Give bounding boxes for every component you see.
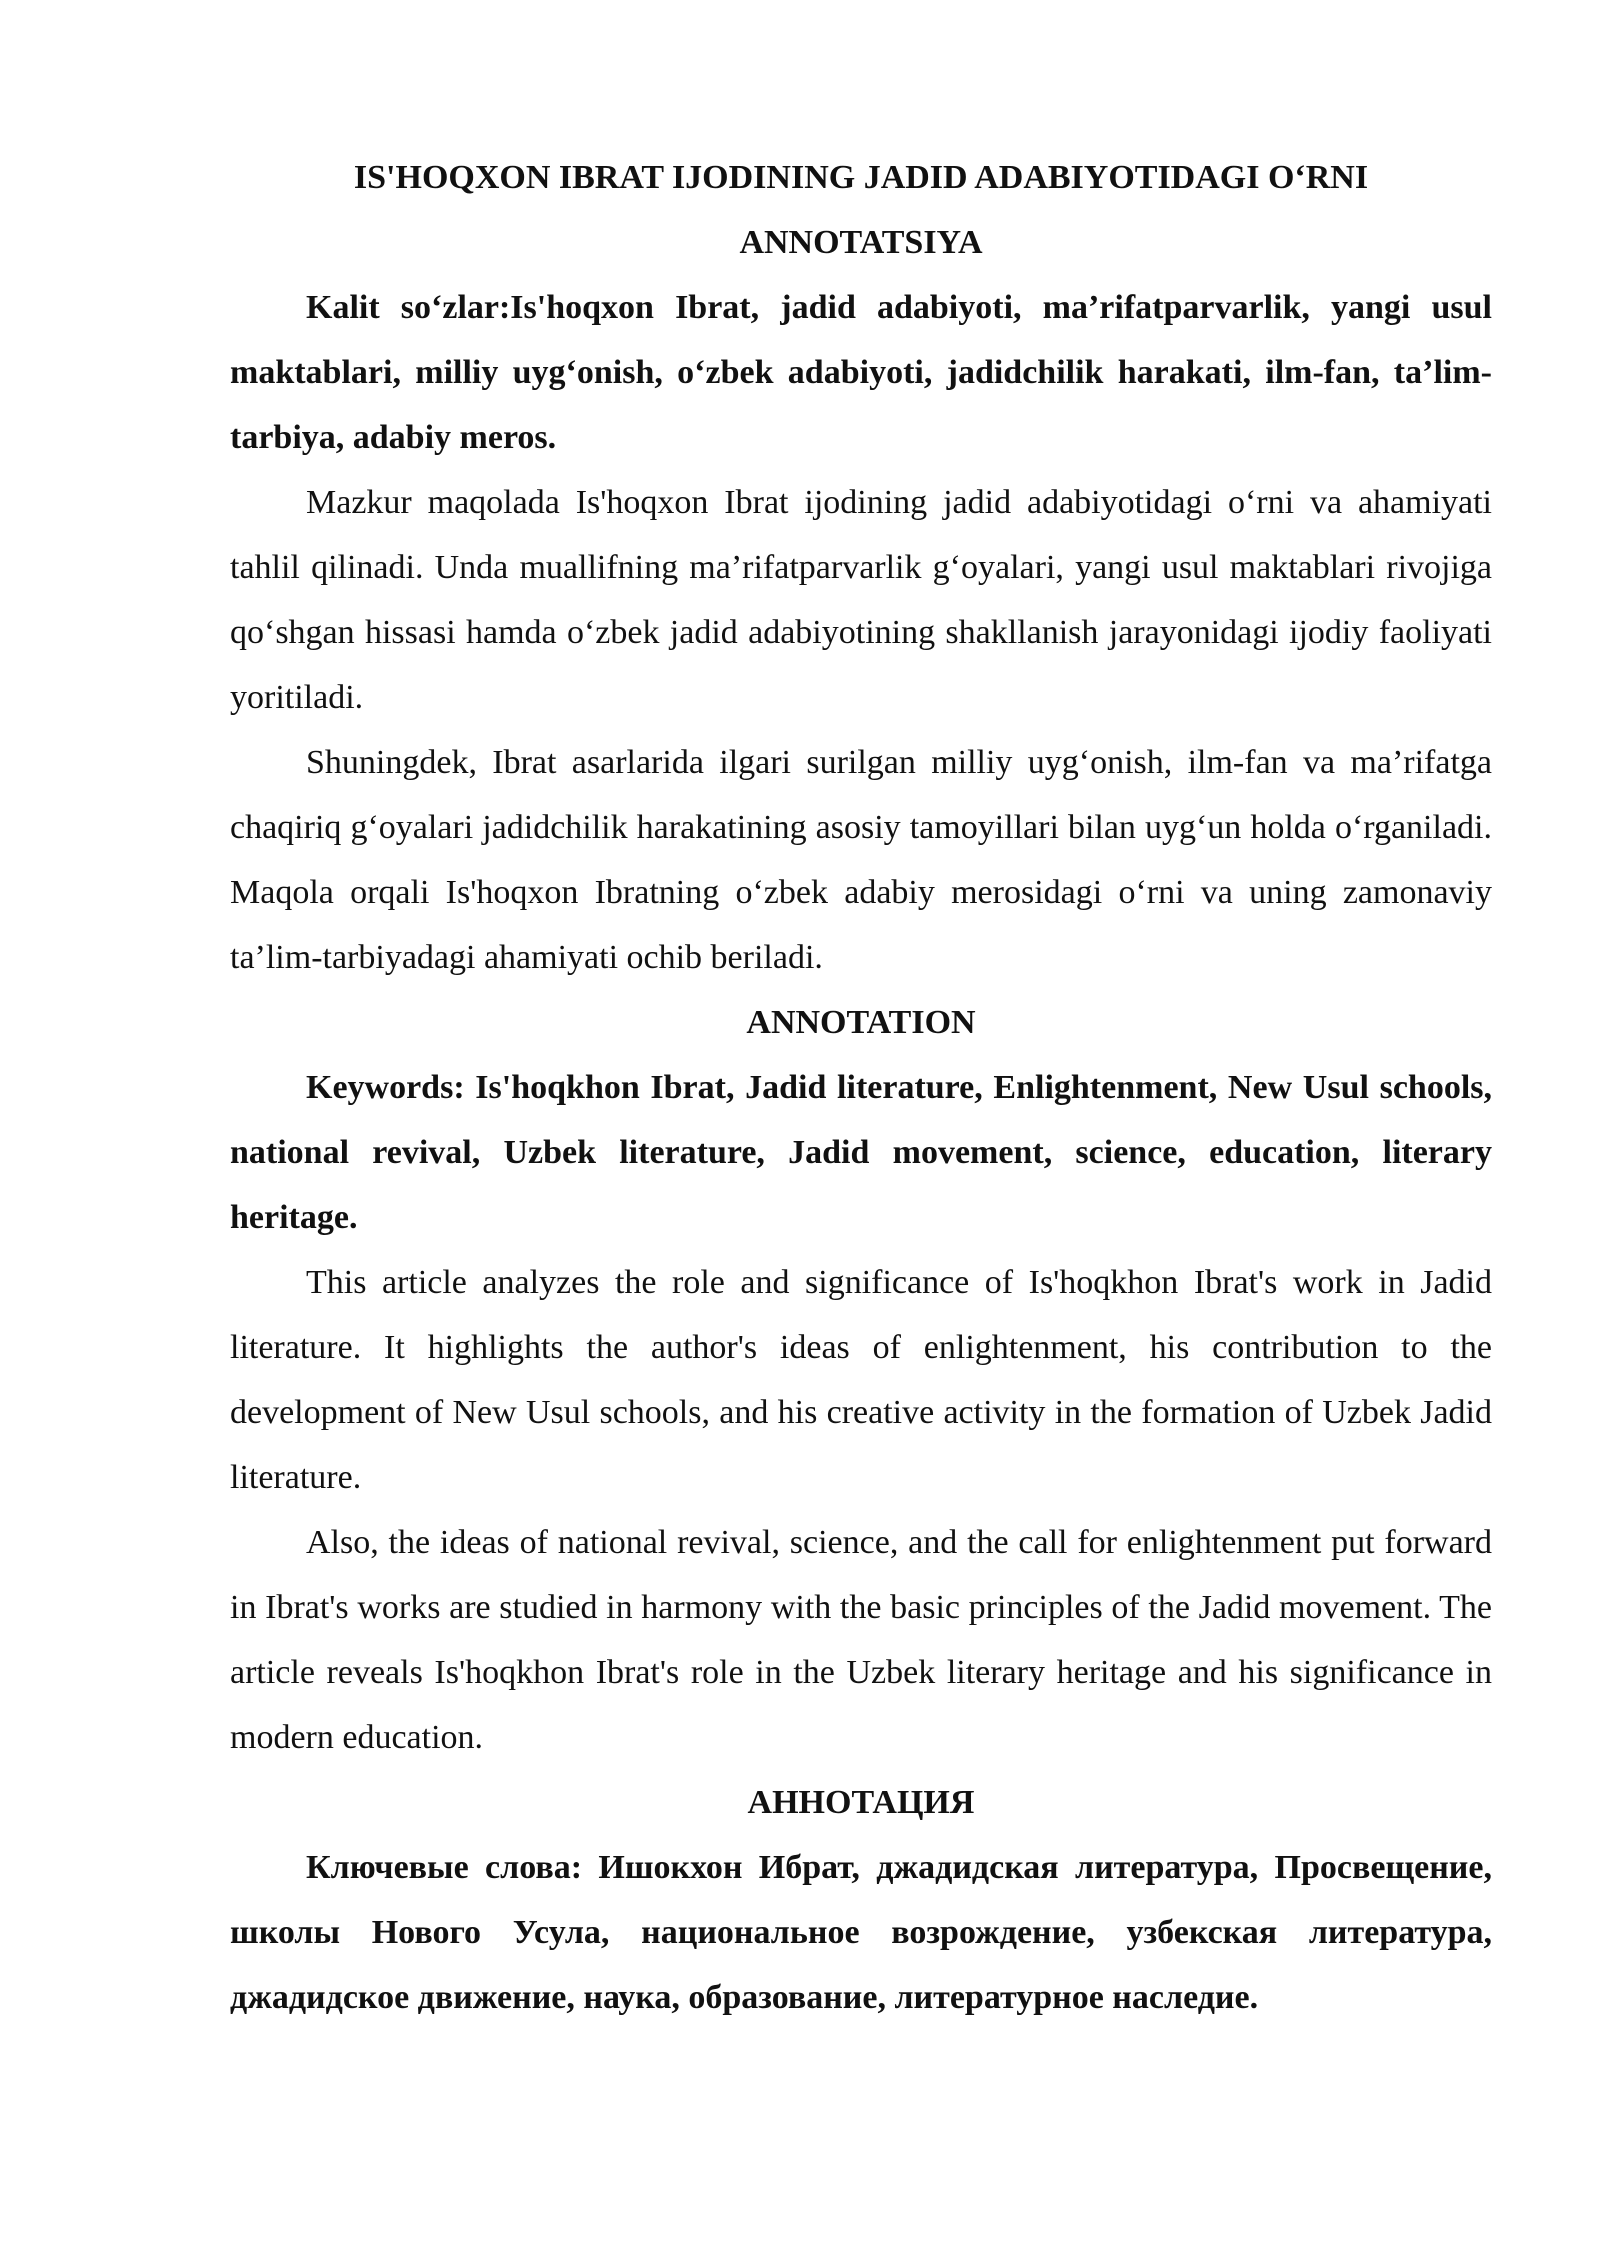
document-title: IS'HOQXON IBRAT IJODINING JADID ADABIYOTIDAGI O‘RNI [353, 159, 1369, 196]
en-paragraph-2: Also, the ideas of national revival, science, and the call for enlightenment put forward in Ibrat's works are studied in harmony with the basic principles of the Jadid movement. The article reveals Is'hoqkhon Ibrat's role in the Uzbek literary heritage and his significance in modern education. [230, 1524, 1492, 1756]
document-page [230, 145, 1492, 2030]
en-annotation-heading: ANNOTATION [746, 1004, 976, 1041]
uz-keywords: Kalit so‘zlar:Is'hoqxon Ibrat, jadid adabiyoti, ma’rifatparvarlik, yangi usul maktablari, milliy uyg‘onish, o‘zbek adabiyoti, jadidchilik harakati, ilm-fan, ta’lim-tarbiya, adabiy meros. [230, 289, 1492, 456]
ru-annotation-heading: АННОТАЦИЯ [747, 1784, 975, 1821]
uz-paragraph-2: Shuningdek, Ibrat asarlarida ilgari surilgan milliy uyg‘onish, ilm-fan va ma’rifatga chaqiriq g‘oyalari jadidchilik harakatining asosiy tamoyillari bilan uyg‘un holda o‘rganiladi. Maqola orqali Is'hoqxon Ibratning o‘zbek adabiy merosidagi o‘rni va uning zamonaviy ta’lim-tarbiyadagi ahamiyati ochib beriladi. [230, 744, 1492, 976]
ru-keywords: Ключевые слова: Ишокхон Ибрат, джадидская литература, Просвещение, школы Нового Усула, национальное возрождение, узбекская литература, джадидское движение, наука, образование, литературное наследие. [230, 1849, 1492, 2016]
en-paragraph-1: This article analyzes the role and significance of Is'hoqkhon Ibrat's work in Jadid literature. It highlights the author's ideas of enlightenment, his contribution to the development of New Usul schools, and his creative activity in the formation of Uzbek Jadid literature. [230, 1264, 1492, 1496]
uz-annotation-heading: ANNOTATSIYA [739, 224, 983, 261]
uz-paragraph-1: Mazkur maqolada Is'hoqxon Ibrat ijodining jadid adabiyotidagi o‘rni va ahamiyati tahlil qilinadi. Unda muallifning ma’rifatparvarlik g‘oyalari, yangi usul maktablari rivojiga qo‘shgan hissasi hamda o‘zbek jadid adabiyotining shakllanish jarayonidagi ijodiy faoliyati yoritiladi. [230, 484, 1492, 716]
en-keywords: Keywords: Is'hoqkhon Ibrat, Jadid literature, Enlightenment, New Usul schools, national revival, Uzbek literature, Jadid movement, science, education, literary heritage. [230, 1069, 1492, 1236]
